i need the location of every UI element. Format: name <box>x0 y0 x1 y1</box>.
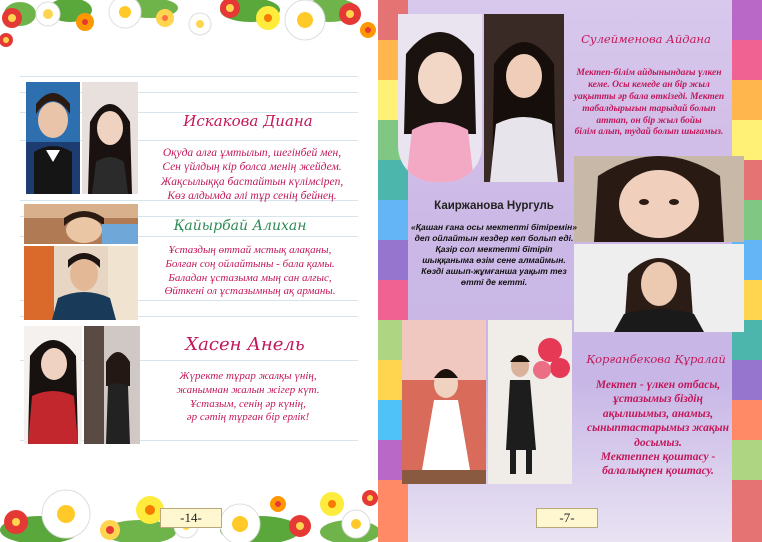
text-line: Мектеп - үлкен отбасы, <box>595 379 721 391</box>
page-number: -14- <box>160 508 222 528</box>
poem-line: Оқуда алға ұмтылып, шегінбей мен, <box>162 147 342 159</box>
student-name: Қорғанбекова Құралай <box>586 352 726 366</box>
text-line: Қазір сол мектепті бітіріп <box>435 244 553 255</box>
text-line: Көзді ашып-жұмғанша уақыт тез <box>421 266 567 277</box>
student-photo-girl-balloons <box>488 320 572 484</box>
student-photo-child <box>26 82 80 194</box>
poem-line: жанымнан жалын жігер күт. <box>176 383 320 396</box>
left-page <box>0 0 378 542</box>
student-poem <box>138 146 366 204</box>
text-line: сыныптастарымыз жақын <box>586 422 730 435</box>
student-photo-young-man <box>24 246 138 320</box>
text-line: ақылшымыз, анамыз, <box>602 407 714 420</box>
text-line: Мектеппен қоштасу - <box>600 450 716 463</box>
top-flower-border <box>0 0 378 62</box>
text-line: «Қашан ғана осы мектепті бітіремін» <box>411 222 577 232</box>
text-line: деп ойлайтын кездер көп болып еді. <box>414 233 574 244</box>
page-number: -7- <box>536 508 598 528</box>
poem-line: Көз алдымда әлі тұр сенің бейнең. <box>167 190 337 203</box>
text-line: кеме. Осы кемеде ан бір жыл <box>588 79 710 90</box>
poem-line: Жүректе тұрар жалқы үнің, <box>179 370 317 382</box>
text-line: досымыз. <box>634 436 682 449</box>
student-photo-teen <box>82 82 138 194</box>
student-text <box>574 378 742 479</box>
text-line: білім алып, тудай болып шығамыз. <box>574 127 724 138</box>
text-line: балалықпен қоштасу. <box>602 465 714 478</box>
text-line: табалдырығын тарыдай болып <box>582 103 716 114</box>
student-photo-little-girl <box>398 14 482 182</box>
poem-line: Ұстаздың өттай мстық алақаны, <box>168 244 332 256</box>
text-line: ұстазымыз біздің <box>613 393 703 406</box>
poem-line: әр сәтің тұрған бір ерлік! <box>186 411 310 424</box>
poem-line: Жақсылыққа бастайтын күлімсіреп, <box>160 175 344 188</box>
student-name: Хасен Анель <box>185 334 305 355</box>
student-name: Қайырбай Алихан <box>173 218 307 234</box>
text-line: өтті де кетті. <box>460 277 528 288</box>
poem-line: Болған соң ойлайтыны - бала қамы. <box>165 257 335 270</box>
student-photo-child-closeup <box>574 156 744 242</box>
text-line: уақытты әр бала өткізеді. Мектеп <box>573 91 725 102</box>
student-poem <box>138 244 362 299</box>
text-line: Мектеп-білім айдынындағы үлкен <box>576 68 722 78</box>
poem-line: Ұстазым, сенің әр күнің, <box>190 397 306 410</box>
right-page <box>378 0 762 542</box>
student-text <box>564 68 734 139</box>
student-name: Сулейменова Айдана <box>581 32 711 46</box>
poem-line: Баладан ұстазыма мың сан алғыс, <box>168 271 332 284</box>
text-line: шыққаныма өзім сене алмаймын. <box>422 255 566 266</box>
student-text <box>408 222 580 288</box>
student-photo-girl-dress <box>402 320 486 484</box>
student-photo-young-woman <box>574 244 744 332</box>
student-poem <box>148 370 348 425</box>
poem-line: Өйткені ол ұстазымның ақ арманы. <box>164 285 336 298</box>
poem-line: Сен үйлдың кір болса менің жейдем. <box>162 161 342 174</box>
student-name: Каиржанова Нургуль <box>434 200 554 212</box>
text-line: аттап, он бір жыл бойы <box>596 115 702 126</box>
student-photo-teen-girl <box>484 14 564 182</box>
student-name: Искакова Диана <box>183 112 313 130</box>
student-photo-boy <box>24 204 138 244</box>
student-photo-girl-mirror <box>84 326 140 444</box>
student-photo-girl-red <box>24 326 82 444</box>
